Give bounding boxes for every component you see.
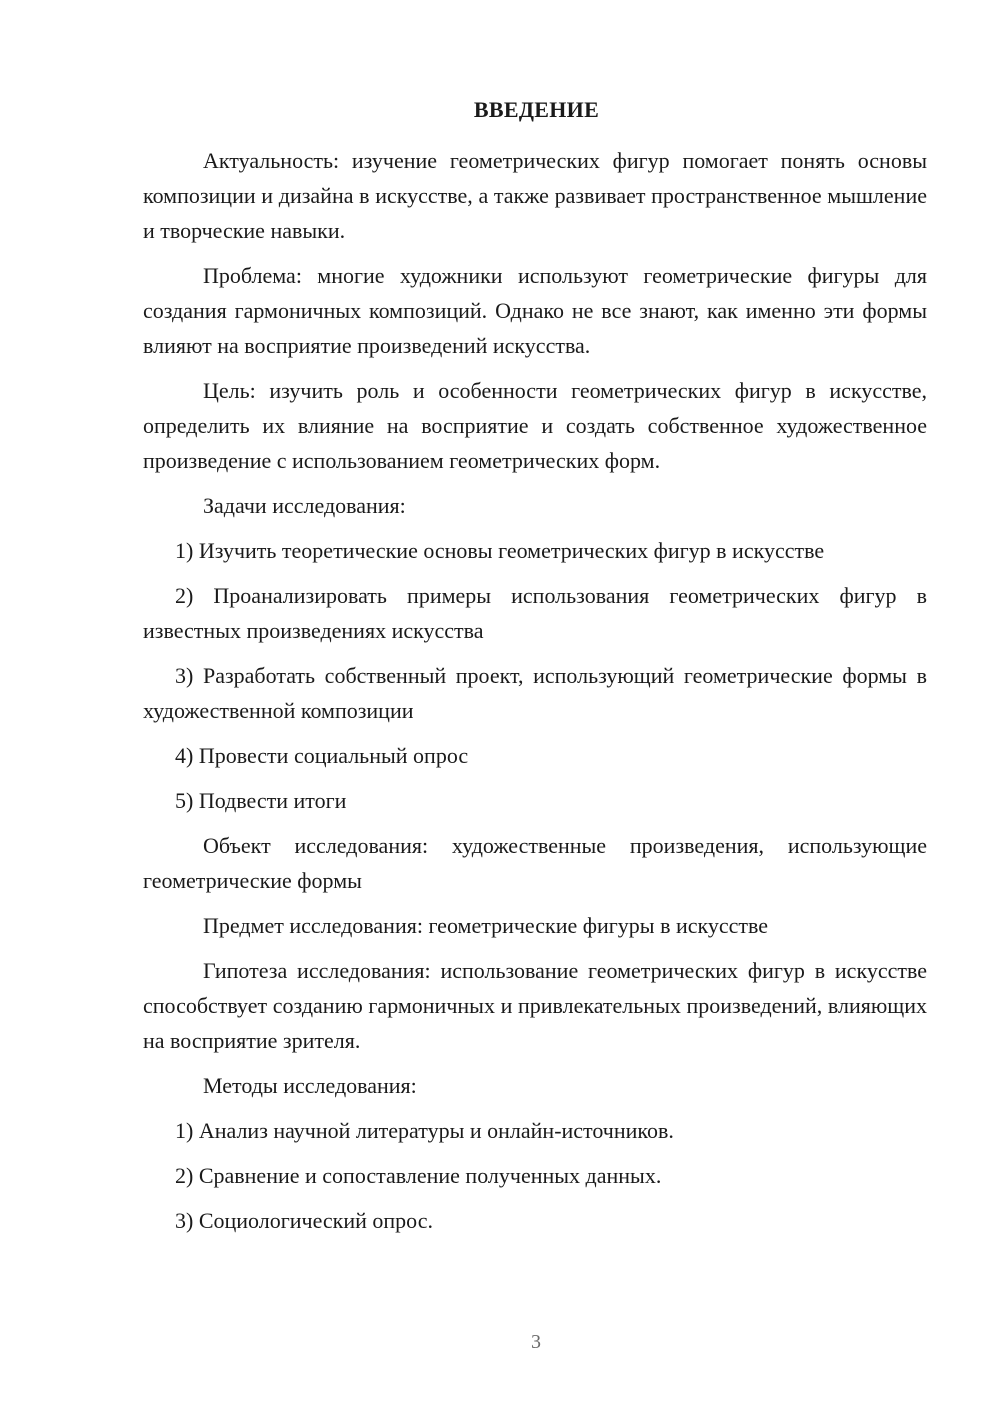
task-item: 1) Изучить теоретические основы геометрических фигур в искусстве [175, 538, 825, 563]
paragraph-subject: Предмет исследования: геометрические фигуры в искусстве [203, 913, 769, 938]
method-item: 1) Анализ научной литературы и онлайн-источников. [175, 1118, 674, 1143]
task-item: 5) Подвести итоги [175, 788, 347, 813]
tasks-heading: Задачи исследования: [203, 493, 406, 518]
method-item: 3) Социологический опрос. [175, 1208, 433, 1233]
tasks-list [143, 533, 927, 818]
task-item: 2) Проанализировать примеры использования геометрических фигур в известных произведениях искусства [143, 583, 927, 643]
methods-heading: Методы исследования: [203, 1073, 417, 1098]
document-title: ВВЕДЕНИЕ [473, 97, 600, 122]
paragraph-goal: Цель: изучить роль и особенности геометрических фигур в искусстве, определить их влияние на восприятие и создать собственное художественное произведение с использованием геометрических форм. [143, 378, 927, 473]
paragraph-relevance: Актуальность: изучение геометрических фигур помогает понять основы композиции и дизайна в искусстве, а также развивает пространственное мышление и творческие навыки. [143, 148, 927, 243]
method-item: 2) Сравнение и сопоставление полученных данных. [175, 1163, 662, 1188]
paragraph-hypothesis: Гипотеза исследования: использование геометрических фигур в искусстве способствует созданию гармоничных и привлекательных произведений, влияющих на восприятие зрителя. [143, 958, 927, 1053]
paragraph-problem: Проблема: многие художники используют геометрические фигуры для создания гармоничных композиций. Однако не все знают, как именно эти формы влияют на восприятие произведений искусства. [143, 263, 927, 358]
document-page [143, 92, 927, 1248]
paragraph-object: Объект исследования: художественные произведения, использующие геометрические формы [143, 833, 927, 893]
task-item: 3) Разработать собственный проект, использующий геометрические формы в художественной композиции [143, 663, 927, 723]
task-item: 4) Провести социальный опрос [175, 743, 469, 768]
page-number: 3 [531, 1331, 541, 1353]
methods-list [143, 1113, 927, 1238]
